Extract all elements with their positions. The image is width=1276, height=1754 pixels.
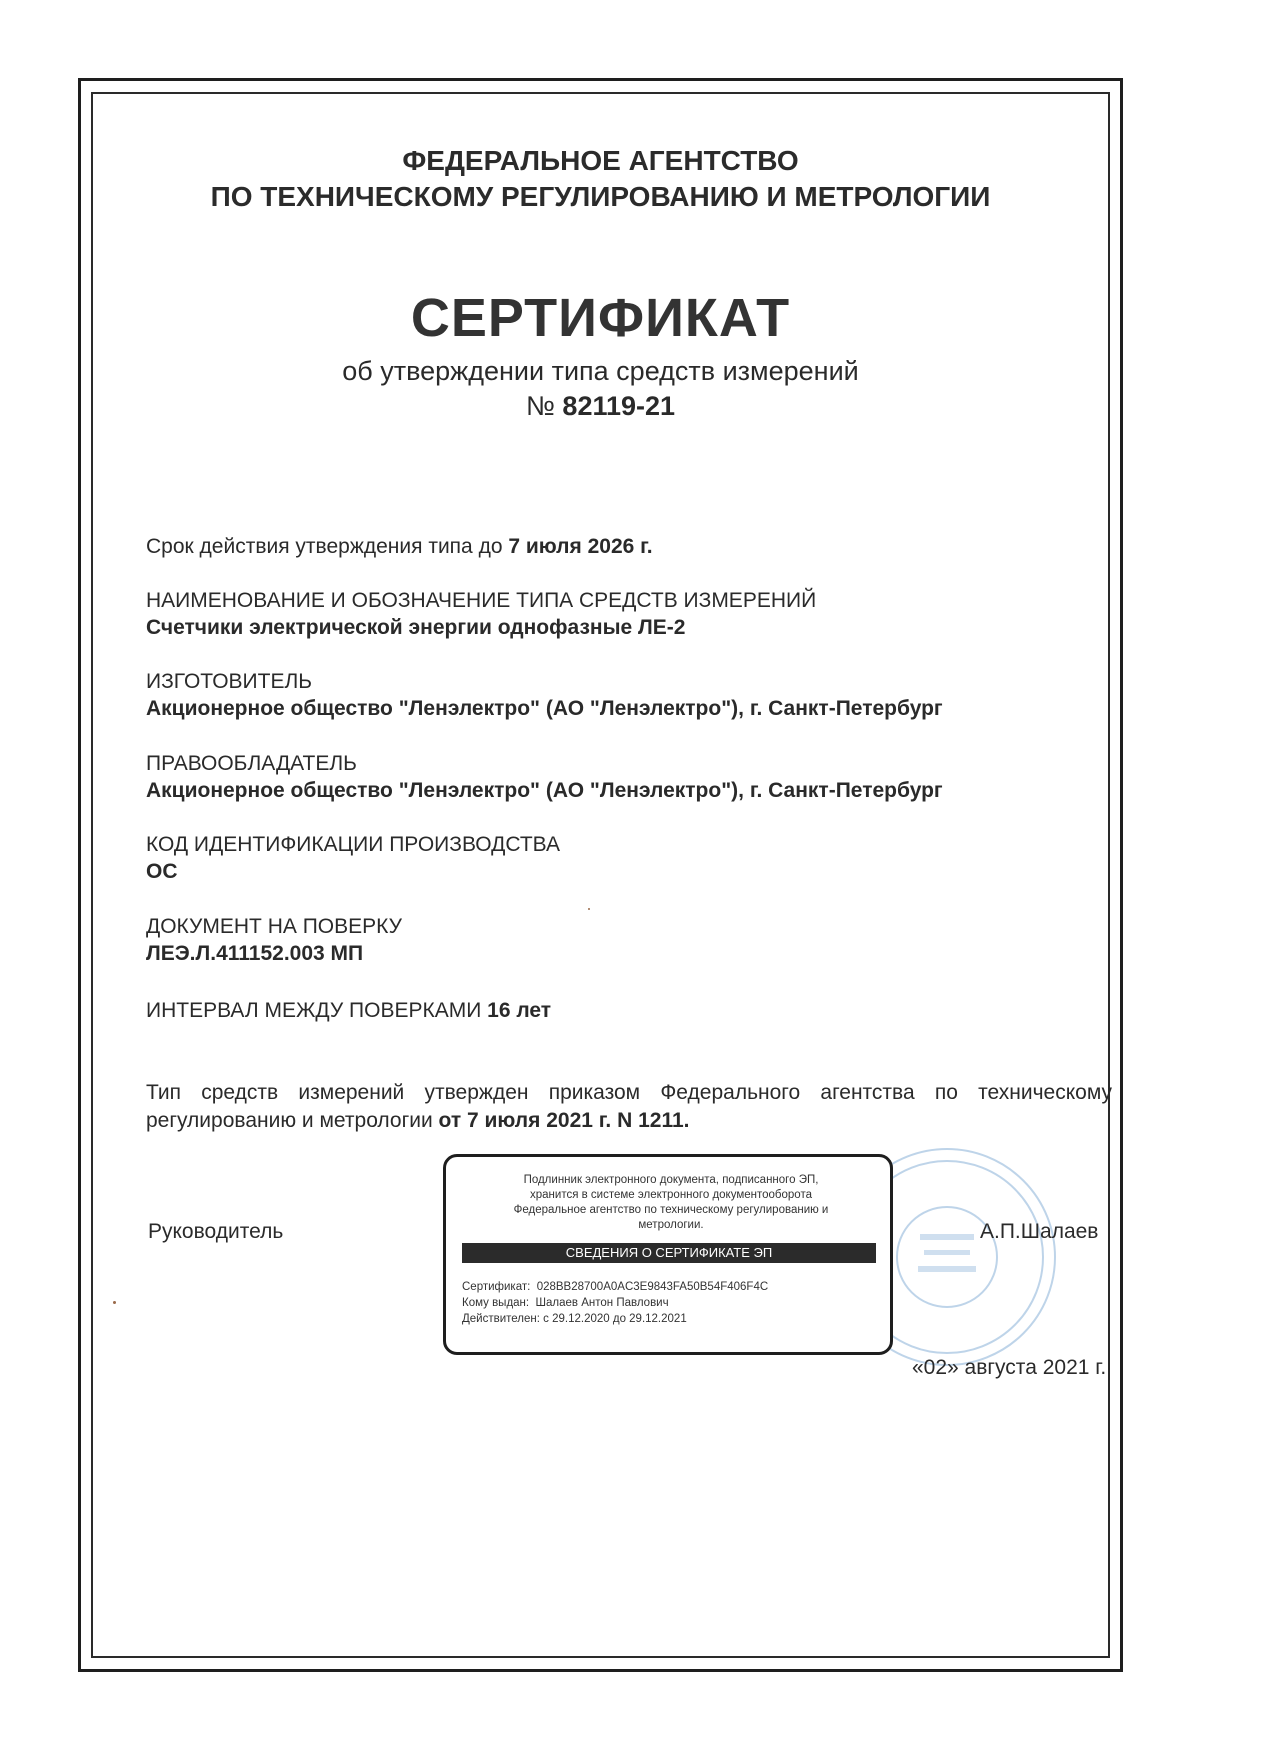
scan-speck [113, 1301, 116, 1304]
scan-speck [588, 908, 590, 910]
production-code-label: КОД ИДЕНТИФИКАЦИИ ПРОИЗВОДСТВА [146, 833, 560, 856]
order-line1: Тип средств измерений утвержден приказом Федерального агентства по техническому [146, 1081, 1112, 1104]
certificate-number [91, 389, 1110, 423]
ep-notice-line4: метрологии. [638, 1219, 704, 1231]
signer-name: А.П.Шалаев [980, 1220, 1099, 1243]
validity-label: Срок действия утверждения типа до [146, 535, 503, 558]
order-line2-prefix: регулированию и метрологии [146, 1109, 433, 1132]
manufacturer-label: ИЗГОТОВИТЕЛЬ [146, 670, 313, 693]
ep-notice-line2: хранится в системе электронного документооборота [530, 1189, 812, 1201]
ep-details [462, 1279, 768, 1327]
interval-line [146, 997, 551, 1025]
ep-notice-line3: Федеральное агентство по техническому регулированию и [513, 1204, 829, 1216]
rights-holder-value: Акционерное общество "Ленэлектро" (АО "Ленэлектро"), г. Санкт-Петербург [146, 779, 943, 802]
issue-date: «02» августа 2021 г. [912, 1356, 1107, 1379]
production-code-value: ОС [146, 860, 178, 883]
number-value: 82119-21 [562, 391, 676, 421]
type-name-label: НАИМЕНОВАНИЕ И ОБОЗНАЧЕНИЕ ТИПА СРЕДСТВ ИЗМЕРЕНИЙ [146, 589, 817, 612]
type-name-value: Счетчики электрической энергии однофазные ЛЕ-2 [146, 616, 686, 639]
verification-doc-value: ЛЕЭ.Л.411152.003 МП [146, 942, 364, 965]
interval-label: ИНТЕРВАЛ МЕЖДУ ПОВЕРКАМИ [146, 999, 482, 1022]
ep-certificate: Сертификат: 028BB28700A0AC3E9843FA50B54F406F4C [462, 1281, 769, 1293]
ep-header: СВЕДЕНИЯ О СЕРТИФИКАТЕ ЭП [462, 1243, 876, 1263]
manufacturer-value: Акционерное общество "Ленэлектро" (АО "Ленэлектро"), г. Санкт-Петербург [146, 697, 943, 720]
validity-value: 7 июля 2026 г. [508, 535, 653, 558]
electronic-signature-box [443, 1154, 893, 1355]
validity-line [146, 533, 653, 561]
certificate-title: СЕРТИФИКАТ [410, 288, 791, 348]
number-prefix: № [525, 391, 555, 421]
agency-name-line2: ПО ТЕХНИЧЕСКОМУ РЕГУЛИРОВАНИЮ И МЕТРОЛОГИИ [210, 181, 991, 212]
certificate-subtitle: об утверждении типа средств измерений [342, 356, 859, 386]
agency-name-line1: ФЕДЕРАЛЬНОЕ АГЕНТСТВО [402, 145, 799, 176]
rights-holder-label: ПРАВООБЛАДАТЕЛЬ [146, 752, 357, 775]
interval-value: 16 лет [487, 999, 552, 1022]
order-paragraph [146, 1079, 1112, 1135]
ep-notice [466, 1173, 876, 1233]
ep-notice-line1: Подлинник электронного документа, подписанного ЭП, [523, 1174, 819, 1186]
ep-valid: Действителен: с 29.12.2020 до 29.12.2021 [462, 1313, 687, 1325]
order-line2-bold: от 7 июля 2021 г. N 1211. [438, 1109, 690, 1132]
ep-issued-to: Кому выдан: Шалаев Антон Павлович [462, 1297, 669, 1309]
signer-role: Руководитель [148, 1220, 284, 1243]
verification-doc-label: ДОКУМЕНТ НА ПОВЕРКУ [146, 915, 402, 938]
